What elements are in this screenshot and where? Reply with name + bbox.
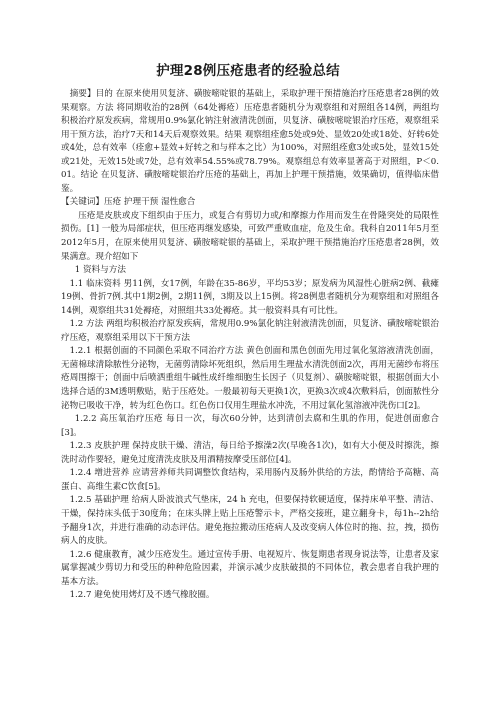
- section-heading: 1 资料与方法: [74, 265, 126, 276]
- method-5-paragraph: 1.2.5 基础护理 给病人卧波浪式气垫床，24 h 充电，但要保持软硬适度，保持床单平整、清洁、干燥，保持床头低于30度角；在床头牌上贴上压疮警示卡，严格交接班，建立翻身卡，每1h--2h给予翻身1次，并进行准确的动态评估。避免拖拉搬动压疮病人及改变病人体位时的拖、拉，拽，损伤病人的皮肤。: [61, 495, 439, 547]
- method-6-paragraph: 1.2.6 健康教育，减少压疮发生。通过宣传手册、电视短片、恢复期患者现身说法等，让患者及家属掌握减少剪切力和受压的种种危险因素，并演示减少皮肤破损的不同体位，教会患者自我护理的基本方法。: [61, 549, 439, 587]
- method-4-paragraph: 1.2.4 增进营养 应请营养师共同调整饮食结构，采用肠内及肠外供给的方法，酌情给予高糖、高蛋白、高维生素C饮食[5]。: [61, 468, 439, 492]
- clinical-data-paragraph: 1.1 临床资料 男11例，女17例，年龄在35-86岁，平均53岁；原发病为风湿性心脏病2例、截瘫19例、骨折7例.其中1期2例，2期11例，3期及以上15例。将28例患者随机分为观察组和对照组各14例，观察组共31处褥疮，对照组共33处褥疮。其一般资料具有可比性。: [61, 278, 439, 316]
- method-2-paragraph: 1.2.2 高压氧治疗压疮 每日一次，每次60分钟，达到清创去腐和生肌的作用，促进创面愈合[3]。: [61, 414, 439, 438]
- method-7-paragraph: 1.2.7 避免使用烤灯及不透气橡胶圈。: [69, 590, 215, 601]
- intro-paragraph: 压疮是皮肤或皮下组织由于压力，或复合有剪切力或/和摩擦力作用而发生在骨隆突处的局限性损伤。[1] 一般为局部症状，但压疮再继发感染，可致严重败血症，危及生命。我科自2011年5月至2012年5月，在原来使用贝复济、磺胺嘧啶银的基础上，采取护理干预措施治疗压疮患者28例，效果满意。现介绍如下: [61, 210, 439, 262]
- method-3-paragraph: 1.2.3 皮肤护理 保持皮肤干燥、清洁，每日给予擦澡2次(早晚各1次)，如有大小便及时擦洗，擦洗时动作要轻，避免过度清洗皮肤及用酒精按摩受压部位[4]。: [61, 441, 439, 465]
- document-body: [61, 88, 439, 603]
- abstract-paragraph: 摘要】目的 在原来使用贝复济、磺胺嘧啶银的基础上，采取护理干预措施治疗压疮患者28例的效果观察。方法 将同期收治的28例（64处褥疮）压疮患者随机分为观察组和对照组各14例，两组均积极治疗原发疾病，常规用0.9%氯化钠注射液清洗创面，贝复济、磺胺嘧啶银治疗压疮，观察组采用干预方法，治疗7天和14天后观察效果。结果 观察组痊愈5处或9处、显效20处或18处、好转6处或4处，总有效率（痊愈+显效+好转之和与样本之比）为100%，对照组痊愈3处或5处，显效15处或21处，无效15处或7处，总有效率54.55%或78.79%。观察组总有效率显著高于对照组，P＜0.01。结论 在贝复济、磺胺嘧啶银治疗压疮的基础上，再加上护理干预措施，效果确切，值得临床借鉴。: [61, 89, 439, 194]
- keywords-paragraph: 【关键词】压疮 护理干预 湿性愈合: [61, 197, 196, 208]
- methods-paragraph: 1.2 方法 两组均积极治疗原发疾病，常规用0.9%氯化钠注射液清洗创面，贝复济、磺胺嘧啶银治疗压疮，观察组采用以下干预方法: [61, 319, 439, 343]
- method-1-paragraph: 1.2.1 根据创面的不同颜色采取不同治疗方法 黄色创面和黑色创面先用过氧化氢溶液清洗创面，无菌棉球清除脓性分泌物，无菌剪清除坏死组织，然后用生理盐水清洗创面2次，再用无菌纱布将压疮周围擦干；创面中后喷洒重组牛碱性成纤维细胞生长因子（贝复剂）、磺胺嘧啶银，根据创面大小选择合适的3M透明敷贴，贴于压疮处。一般最初每天更换1次，更换3次或4次敷料后，创面脓性分泌物已吸收干净，转为红色伤口。红色伤口仅用生理盐水冲洗，不用过氧化氢溶液冲洗伤口[2]。: [61, 346, 439, 411]
- document-title: 护理28例压疮患者的经验总结: [156, 63, 340, 79]
